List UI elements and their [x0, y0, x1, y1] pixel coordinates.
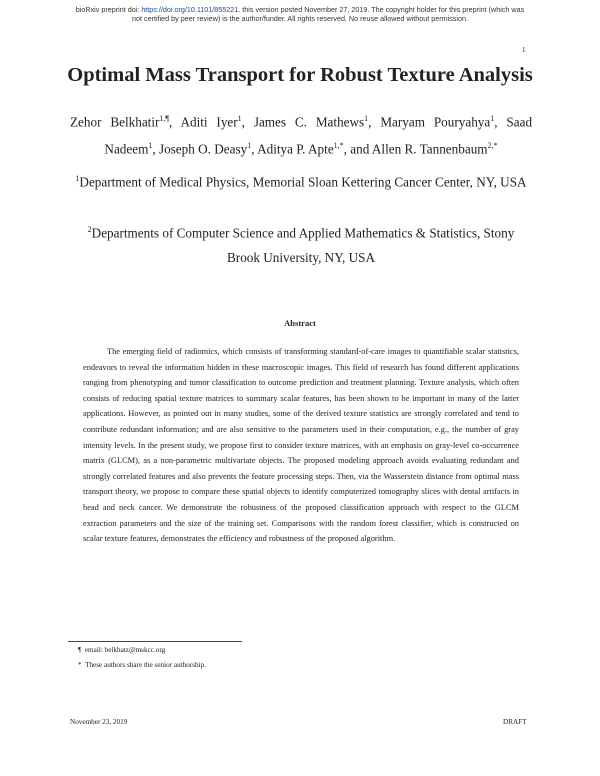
doi-link[interactable]: https://doi.org/10.1101/855221: [141, 5, 239, 14]
affiliation-text: Departments of Computer Science and Applied Mathematics & Statistics, Stony Brook University, NY, USA: [91, 225, 515, 266]
preprint-header-line2: not certified by peer review) is the author/funder. All rights reserved. No reuse allowed without permission.: [132, 14, 468, 23]
affiliation-2: [70, 217, 532, 270]
preprint-rest: . this version posted November 27, 2019. The copyright holder for this preprint (which was: [238, 5, 525, 14]
author-name: Zehor Belkhatir: [70, 114, 160, 130]
author-affiliation-mark: 1: [247, 141, 252, 151]
abstract-heading: Abstract: [284, 318, 316, 328]
affiliation-mark: 1: [75, 174, 80, 183]
author-name: James C. Mathews: [253, 114, 365, 130]
affiliation-mark: 2: [87, 225, 92, 234]
author-list: Zehor Belkhatir$^{1,\P}$, Aditi Iyer$^1$, James C. Mathews$^1$, Maryam Pouryahya$^1$, Saad Nadeem$^1$, Joseph O. Deasy$^1$, Aditya P. Apte$^{1,*}$, and Allen R. Tannenbaum$^{2,*}$: [70, 114, 533, 157]
footnote-divider: [68, 641, 242, 642]
footer-date: November 23, 2019: [70, 718, 128, 726]
footer-draft-label: DRAFT: [503, 718, 527, 726]
footnote-senior-authorship: [78, 661, 206, 669]
preprint-header-line1: [10, 5, 590, 14]
author-affiliation-mark: 1: [490, 114, 495, 123]
author-affiliation-mark: 1,*: [333, 141, 344, 151]
preprint-prefix: bioRxiv preprint doi:: [75, 5, 142, 14]
author-name: Allen R. Tannenbaum: [371, 141, 488, 157]
footnote-mark: *: [78, 661, 82, 669]
footnote-text: email: belkhatz@mskcc.org: [84, 646, 166, 654]
author-affiliation-mark: 1: [148, 141, 153, 151]
author-name: Maryam Pouryahya: [380, 114, 491, 130]
author-conjunction: and: [350, 141, 370, 157]
author-name: Joseph O. Deasy: [158, 141, 248, 157]
abstract-body: The emerging field of radiomics, which consists of transforming standard-of-care images to quantifiable scalar statistics, endeavors to reveal the information hidden in these macroscopic images. This field of research has found different applications ranging from phenotyping and tumor classification to outcome prediction and treatment planning. Texture analysis, which often consists of reducing spatial texture matrices to summary scalar features, has been shown to be important in many of the latter applications. However, as pointed out in many studies, some of the derived texture statistics are strongly correlated and tend to contribute redundant information; and are also sensitive to the parameters used in their computation, e.g., the number of gray intensity levels. In the present study, we propose first to consider texture matrices, with an emphasis on gray-level co-occurrence matrix (GLCM), as a non-parametric multivariate objects. The proposed modeling approach avoids evaluating redundant and strongly correlated features and also prevents the feature processing steps. Then, via the Wasserstein distance from optimal mass transport theory, we propose to compare these spatial objects to identify computerized tomography slices with dental artifacts in head and neck cancer. We demonstrate the robustness of the proposed classification approach with respect to the GLCM extraction parameters and the size of the training set. Comparisons with the random forest classifier, which is constructed on scalar texture features, demonstrates the efficiency and robustness of the proposed algorithm.: [83, 347, 519, 544]
author-affiliation-mark: 1,¶: [159, 114, 170, 123]
author-name: Aditya P. Apte: [257, 141, 334, 157]
footnote-email: [78, 646, 165, 654]
author-name: Aditi Iyer: [180, 114, 238, 130]
footnote-mark: ¶: [78, 646, 82, 654]
author-name: Saad Nadeem: [104, 114, 533, 157]
author-affiliation-mark: 1: [237, 114, 242, 123]
footnote-text: These authors share the senior authorship.: [85, 661, 207, 669]
author-affiliation-mark: 1: [364, 114, 369, 123]
author-affiliation-mark: 2,*: [487, 141, 498, 151]
paper-title: Optimal Mass Transport for Robust Texture Analysis: [67, 64, 533, 86]
affiliation-text: Department of Medical Physics, Memorial Sloan Kettering Cancer Center, NY, USA: [79, 174, 527, 190]
affiliation-1: [70, 166, 532, 194]
page-number: 1: [522, 46, 526, 54]
preprint-header: [10, 5, 590, 23]
